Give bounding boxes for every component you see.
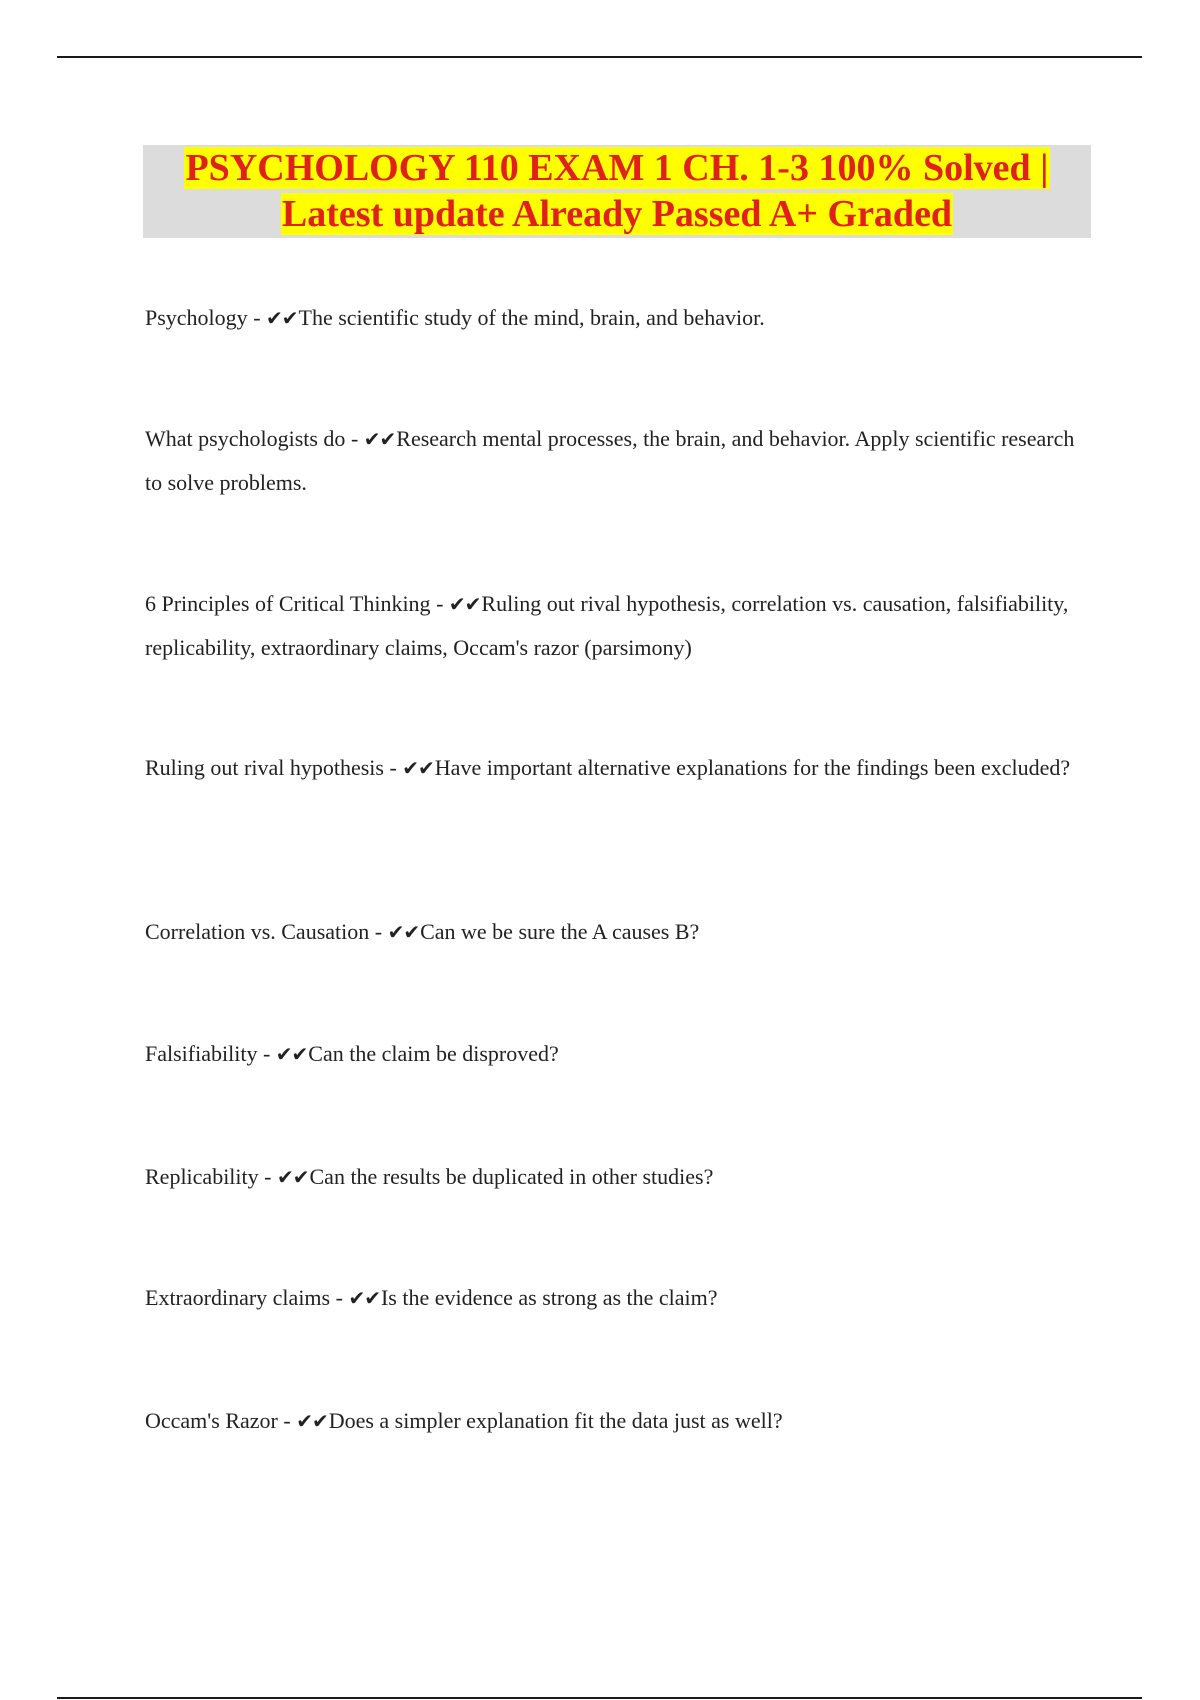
- flashcard-entry: [145, 582, 1095, 670]
- entry-definition: Ruling out rival hypothesis, correlation vs. causation, falsifiability, replicability, extraordinary claims, Occam's razor (parsimony): [145, 591, 1069, 660]
- flashcard-entry: [145, 1276, 1095, 1320]
- document-title-box: [143, 145, 1091, 238]
- flashcard-entry: [145, 1399, 1095, 1443]
- top-rule: [57, 56, 1142, 58]
- entry-term: 6 Principles of Critical Thinking: [145, 591, 431, 616]
- entry-definition: Can the results be duplicated in other studies?: [309, 1164, 714, 1189]
- double-check-icon: ✔✔: [402, 756, 434, 780]
- double-check-icon: ✔✔: [363, 427, 396, 451]
- bottom-rule: [57, 1697, 1142, 1699]
- flashcard-entry: [145, 417, 1095, 505]
- entry-separator: -: [277, 1408, 297, 1433]
- flashcard-entry: [145, 296, 1095, 340]
- entry-separator: -: [383, 755, 403, 780]
- entry-definition: Have important alternative explanations for the findings been excluded?: [434, 755, 1071, 780]
- entry-term: Ruling out rival hypothesis: [145, 755, 384, 780]
- entry-definition: Is the evidence as strong as the claim?: [380, 1285, 718, 1310]
- entry-definition: Can the claim be disproved?: [308, 1041, 559, 1066]
- entry-term: Replicability: [145, 1164, 259, 1189]
- double-check-icon: ✔✔: [448, 592, 481, 616]
- entry-term: Occam's Razor: [145, 1408, 278, 1433]
- double-check-icon: ✔✔: [348, 1286, 380, 1310]
- flashcard-entry: [145, 1155, 1095, 1199]
- entry-separator: -: [345, 426, 364, 451]
- entry-separator: -: [369, 919, 388, 944]
- double-check-icon: ✔✔: [296, 1409, 328, 1433]
- entry-separator: -: [430, 591, 449, 616]
- document-title-line-1: PSYCHOLOGY 110 EXAM 1 CH. 1-3 100% Solved |: [185, 147, 1049, 189]
- double-check-icon: ✔✔: [266, 306, 298, 330]
- flashcard-entry: [145, 746, 1095, 790]
- entry-definition: Does a simpler explanation fit the data just as well?: [328, 1408, 783, 1433]
- entry-definition: Can we be sure the A causes B?: [420, 919, 700, 944]
- entry-term: What psychologists do: [145, 426, 346, 451]
- entry-term: Extraordinary claims: [145, 1285, 331, 1310]
- entry-term: Correlation vs. Causation: [145, 919, 370, 944]
- document-title-line-2: Latest update Already Passed A+ Graded: [281, 193, 953, 235]
- entry-term: Falsifiability: [145, 1041, 258, 1066]
- flashcard-entry: [145, 1032, 1095, 1076]
- entry-separator: -: [257, 1041, 276, 1066]
- flashcard-entry: [145, 910, 1095, 954]
- entry-definition: Research mental processes, the brain, and behavior. Apply scientific research to solve problems.: [145, 426, 1075, 495]
- entry-definition: The scientific study of the mind, brain, and behavior.: [298, 305, 765, 330]
- entry-separator: -: [330, 1285, 349, 1310]
- double-check-icon: ✔✔: [275, 1042, 308, 1066]
- entry-separator: -: [258, 1164, 277, 1189]
- double-check-icon: ✔✔: [276, 1165, 309, 1189]
- entry-term: Psychology: [145, 305, 248, 330]
- entry-separator: -: [247, 305, 267, 330]
- double-check-icon: ✔✔: [387, 920, 420, 944]
